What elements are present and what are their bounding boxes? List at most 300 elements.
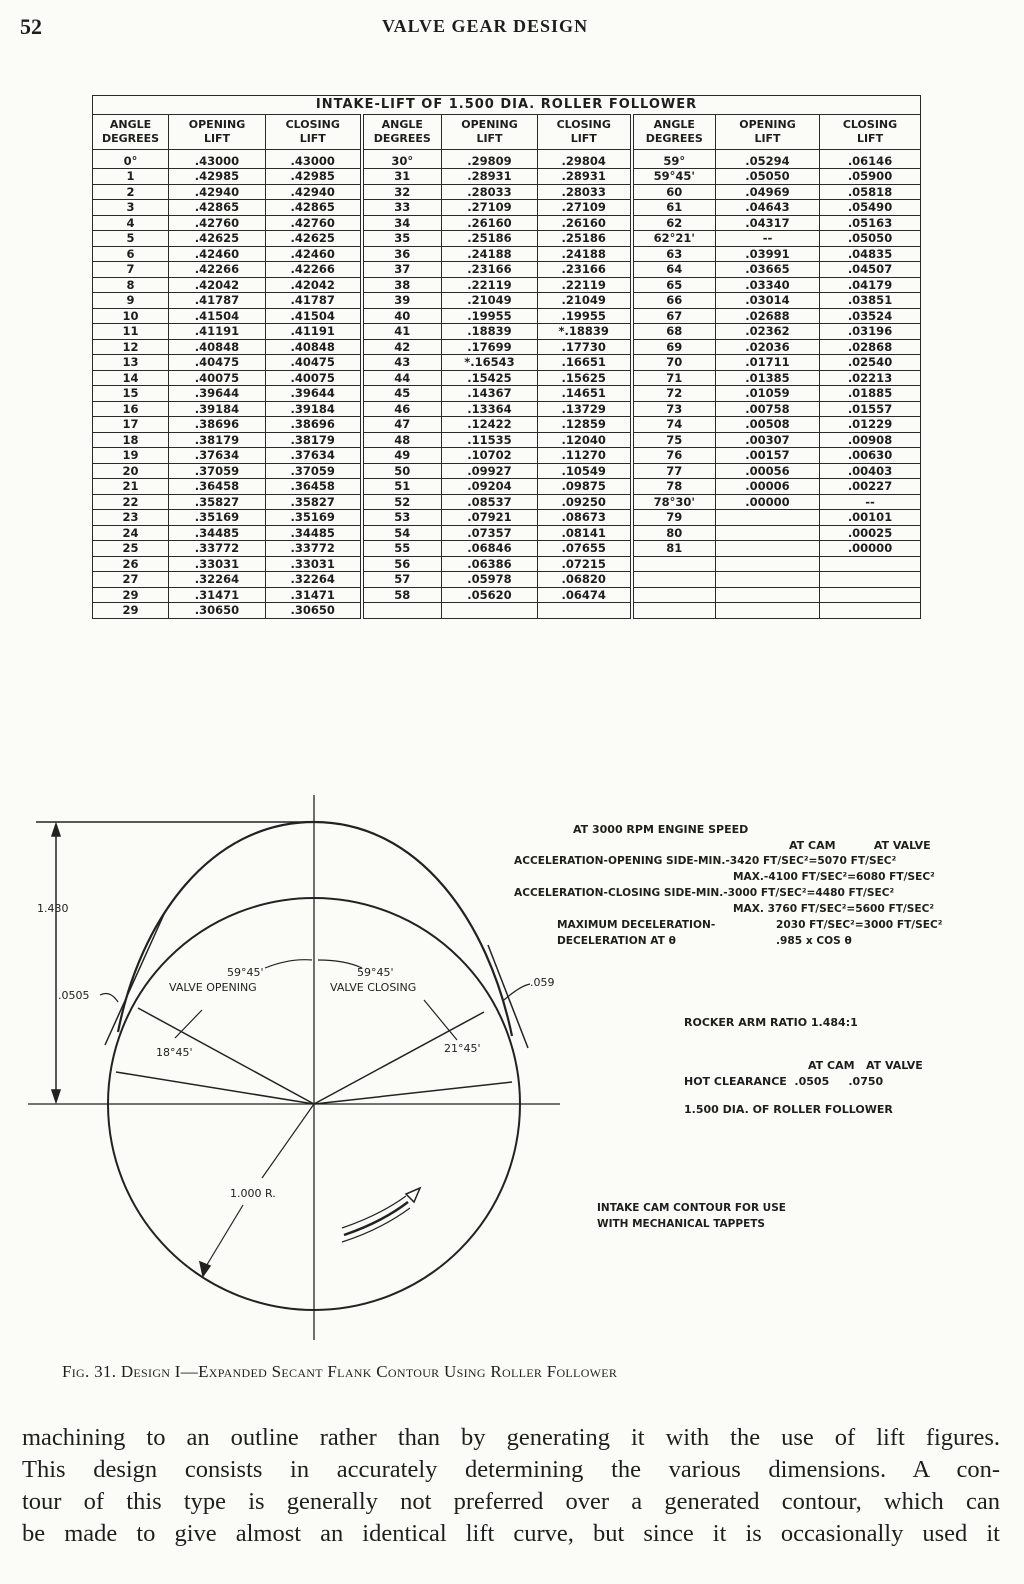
cell-angle: 18	[93, 432, 169, 448]
col-header-angle: ANGLE DEGREES	[93, 114, 169, 149]
cell-opening-lift	[442, 603, 538, 619]
cell-opening-lift: .42985	[169, 169, 266, 185]
cell-angle: 9	[93, 293, 169, 309]
col-header-angle: ANGLE DEGREES	[362, 114, 442, 149]
cell-closing-lift	[538, 603, 632, 619]
table-header-row	[93, 114, 921, 149]
cell-angle: 38	[362, 277, 442, 293]
cell-opening-lift: .02362	[716, 324, 820, 340]
cell-closing-lift: .05490	[820, 200, 921, 216]
cell-closing-lift: .35169	[266, 510, 362, 526]
engine-speed-note: AT 3000 RPM ENGINE SPEED	[573, 823, 749, 836]
cell-angle: 49	[362, 448, 442, 464]
cell-closing-lift: .12859	[538, 417, 632, 433]
cell-opening-lift: *.16543	[442, 355, 538, 371]
table-row	[93, 510, 921, 526]
rotation-arrow-icon	[344, 1202, 408, 1235]
cell-closing-lift: .42940	[266, 184, 362, 200]
cell-opening-lift: .10702	[442, 448, 538, 464]
cell-angle: 74	[632, 417, 716, 433]
decel-theta-label: DECELERATION AT θ	[557, 935, 676, 947]
cell-closing-lift: .00227	[820, 479, 921, 495]
radial-closing-flank	[314, 1082, 512, 1104]
cell-opening-lift: .25186	[442, 231, 538, 247]
cell-closing-lift: .14651	[538, 386, 632, 402]
col-header-closing: CLOSING LIFT	[266, 114, 362, 149]
cell-angle: 41	[362, 324, 442, 340]
cell-angle: 72	[632, 386, 716, 402]
cell-opening-lift: .00006	[716, 479, 820, 495]
table-row	[93, 324, 921, 340]
accel-opening-max: MAX.-4100 FT/SEC²=6080 FT/SEC²	[733, 871, 935, 883]
cell-closing-lift: .07655	[538, 541, 632, 557]
cell-opening-lift: .42865	[169, 200, 266, 216]
cell-closing-lift: .40075	[266, 370, 362, 386]
clearance-col-headers: AT CAM AT VALVE	[808, 1059, 923, 1072]
col-header-opening: OPENING LIFT	[442, 114, 538, 149]
cell-opening-lift: .04969	[716, 184, 820, 200]
table-row	[93, 432, 921, 448]
accel-opening-min: ACCELERATION-OPENING SIDE-MIN.-3420 FT/SEC²=5070 FT/SEC²	[514, 855, 897, 867]
cell-opening-lift: .14367	[442, 386, 538, 402]
cell-closing-lift: *.18839	[538, 324, 632, 340]
cell-opening-lift: .38696	[169, 417, 266, 433]
cell-closing-lift	[820, 556, 921, 572]
cell-opening-lift: .31471	[169, 587, 266, 603]
cell-closing-lift: .01885	[820, 386, 921, 402]
cell-angle: 16	[93, 401, 169, 417]
cell-closing-lift: .42460	[266, 246, 362, 262]
closing-label-leader	[424, 1000, 457, 1040]
cell-angle: 57	[362, 572, 442, 588]
cell-opening-lift: .05294	[716, 149, 820, 169]
cell-opening-lift	[716, 556, 820, 572]
cell-opening-lift: .01385	[716, 370, 820, 386]
opening-angle-label: 59°45'	[227, 966, 264, 979]
cell-opening-lift	[716, 603, 820, 619]
cell-angle: 58	[362, 587, 442, 603]
table-row	[93, 494, 921, 510]
cell-opening-lift: .35169	[169, 510, 266, 526]
table-row	[93, 308, 921, 324]
cell-closing-lift: .41504	[266, 308, 362, 324]
cell-opening-lift: .06846	[442, 541, 538, 557]
cell-opening-lift: .05620	[442, 587, 538, 603]
cell-angle: 60	[632, 184, 716, 200]
cell-opening-lift: .33031	[169, 556, 266, 572]
cell-angle: 4	[93, 215, 169, 231]
table-row	[93, 463, 921, 479]
decel-theta-value: .985 x COS θ	[776, 935, 852, 947]
cell-angle: 24	[93, 525, 169, 541]
cell-closing-lift: .42985	[266, 169, 362, 185]
cell-opening-lift: .15425	[442, 370, 538, 386]
cell-angle: 78°30'	[632, 494, 716, 510]
cell-opening-lift: .28931	[442, 169, 538, 185]
cell-closing-lift: .10549	[538, 463, 632, 479]
intake-lift-table	[92, 95, 921, 619]
cell-closing-lift: .41191	[266, 324, 362, 340]
cell-opening-lift: .40075	[169, 370, 266, 386]
cell-opening-lift: .28033	[442, 184, 538, 200]
cell-angle: 1	[93, 169, 169, 185]
cell-opening-lift: .39184	[169, 401, 266, 417]
cell-angle: 29	[93, 603, 169, 619]
table-row	[93, 572, 921, 588]
cell-closing-lift: .24188	[538, 246, 632, 262]
body-line: tour of this type is generally not preferred over a generated contour, which can	[22, 1488, 1000, 1515]
cell-opening-lift: .42042	[169, 277, 266, 293]
cell-opening-lift: .03665	[716, 262, 820, 278]
cell-closing-lift: .12040	[538, 432, 632, 448]
cell-angle: 20	[93, 463, 169, 479]
max-decel-value: 2030 FT/SEC²=3000 FT/SEC²	[776, 919, 943, 931]
cell-closing-lift: .34485	[266, 525, 362, 541]
cell-opening-lift: .34485	[169, 525, 266, 541]
cell-angle: 59°	[632, 149, 716, 169]
cell-closing-lift: .09875	[538, 479, 632, 495]
cell-opening-lift: .04317	[716, 215, 820, 231]
table-row	[93, 149, 921, 169]
cell-angle: 42	[362, 339, 442, 355]
cell-angle: 34	[362, 215, 442, 231]
cell-closing-lift: .15625	[538, 370, 632, 386]
cell-closing-lift	[820, 587, 921, 603]
cell-angle: 23	[93, 510, 169, 526]
cell-opening-lift: .24188	[442, 246, 538, 262]
cell-angle	[632, 556, 716, 572]
cell-opening-lift: .23166	[442, 262, 538, 278]
cell-closing-lift: .32264	[266, 572, 362, 588]
cell-closing-lift: .33772	[266, 541, 362, 557]
cell-closing-lift: .02868	[820, 339, 921, 355]
cell-angle: 50	[362, 463, 442, 479]
max-decel-label: MAXIMUM DECELERATION-	[557, 919, 716, 931]
cell-closing-lift: .03196	[820, 324, 921, 340]
cell-closing-lift: .11270	[538, 448, 632, 464]
cell-angle: 76	[632, 448, 716, 464]
cell-angle: 62	[632, 215, 716, 231]
table-row	[93, 200, 921, 216]
cell-closing-lift: .04507	[820, 262, 921, 278]
cell-angle: 6	[93, 246, 169, 262]
cell-opening-lift: .22119	[442, 277, 538, 293]
cell-opening-lift: .07357	[442, 525, 538, 541]
cell-opening-lift: .41504	[169, 308, 266, 324]
cell-closing-lift: .17730	[538, 339, 632, 355]
cell-closing-lift: .09250	[538, 494, 632, 510]
cell-angle: 59°45'	[632, 169, 716, 185]
cell-angle: 75	[632, 432, 716, 448]
cell-angle: 78	[632, 479, 716, 495]
cell-opening-lift: .05978	[442, 572, 538, 588]
closing-gap-label: .059	[530, 976, 555, 989]
table-row	[93, 479, 921, 495]
cell-closing-lift: .07215	[538, 556, 632, 572]
cell-opening-lift: .30650	[169, 603, 266, 619]
cell-angle: 61	[632, 200, 716, 216]
col-header-closing: CLOSING LIFT	[820, 114, 921, 149]
cell-opening-lift: .38179	[169, 432, 266, 448]
cell-opening-lift: .36458	[169, 479, 266, 495]
cell-opening-lift: .02688	[716, 308, 820, 324]
cell-closing-lift: .04179	[820, 277, 921, 293]
cell-opening-lift: .00000	[716, 494, 820, 510]
contour-note-line2: WITH MECHANICAL TAPPETS	[597, 1218, 765, 1230]
cell-angle: 2	[93, 184, 169, 200]
cell-angle: 81	[632, 541, 716, 557]
cell-opening-lift: .27109	[442, 200, 538, 216]
cell-closing-lift: .02213	[820, 370, 921, 386]
cell-closing-lift: .38179	[266, 432, 362, 448]
cell-closing-lift: .42042	[266, 277, 362, 293]
cell-angle: 54	[362, 525, 442, 541]
col-header-opening: OPENING LIFT	[169, 114, 266, 149]
cell-opening-lift: .02036	[716, 339, 820, 355]
cell-angle: 63	[632, 246, 716, 262]
table-body	[93, 149, 921, 618]
cell-opening-lift: .00157	[716, 448, 820, 464]
cell-angle: 10	[93, 308, 169, 324]
table-row	[93, 556, 921, 572]
cell-opening-lift: .33772	[169, 541, 266, 557]
cell-angle: 26	[93, 556, 169, 572]
cam-nose-contour	[118, 822, 512, 1036]
cell-opening-lift: .42760	[169, 215, 266, 231]
cell-closing-lift: .35827	[266, 494, 362, 510]
radius-leader	[262, 1104, 314, 1178]
cell-angle: 35	[362, 231, 442, 247]
cell-closing-lift: .28033	[538, 184, 632, 200]
closing-valve-label: VALVE CLOSING	[330, 981, 417, 994]
cell-opening-lift	[716, 587, 820, 603]
cell-opening-lift: .17699	[442, 339, 538, 355]
rocker-arm-ratio: ROCKER ARM RATIO 1.484:1	[684, 1016, 858, 1029]
cell-angle: 27	[93, 572, 169, 588]
cell-closing-lift: .05900	[820, 169, 921, 185]
table-row	[93, 215, 921, 231]
cell-angle: 31	[362, 169, 442, 185]
cell-opening-lift	[716, 525, 820, 541]
cell-closing-lift: .05818	[820, 184, 921, 200]
cell-opening-lift: .21049	[442, 293, 538, 309]
table-row	[93, 417, 921, 433]
cell-opening-lift: .00307	[716, 432, 820, 448]
opening-label-leader	[175, 1010, 202, 1038]
cell-closing-lift: .31471	[266, 587, 362, 603]
cell-closing-lift: .16651	[538, 355, 632, 371]
cell-angle: 33	[362, 200, 442, 216]
figure-title: Design I—Expanded Secant Flank Contour Using Roller Follower	[120, 1362, 618, 1381]
rotation-arrow-tail	[342, 1196, 410, 1242]
figure-caption	[62, 1362, 617, 1382]
cell-angle: 65	[632, 277, 716, 293]
cell-angle: 45	[362, 386, 442, 402]
cell-opening-lift: .06386	[442, 556, 538, 572]
rotation-arrow-head	[406, 1188, 420, 1202]
body-line: be made to give almost an identical lift curve, but since it is occasionally used it	[22, 1520, 1000, 1547]
radial-closing	[314, 1012, 484, 1104]
opening-gap-label: .0505	[58, 989, 90, 1002]
table-row	[93, 603, 921, 619]
cell-angle: 29	[93, 587, 169, 603]
cell-angle: 69	[632, 339, 716, 355]
cell-angle: 48	[362, 432, 442, 448]
cell-angle: 80	[632, 525, 716, 541]
cell-angle: 5	[93, 231, 169, 247]
cell-opening-lift: --	[716, 231, 820, 247]
cell-closing-lift: .28931	[538, 169, 632, 185]
cell-closing-lift: .29804	[538, 149, 632, 169]
cell-angle: 37	[362, 262, 442, 278]
accel-closing-max: MAX. 3760 FT/SEC²=5600 FT/SEC²	[733, 903, 935, 915]
cell-angle: 47	[362, 417, 442, 433]
cell-closing-lift: .36458	[266, 479, 362, 495]
cell-opening-lift: .41787	[169, 293, 266, 309]
running-head: VALVE GEAR DESIGN	[382, 16, 589, 36]
cell-opening-lift: .00056	[716, 463, 820, 479]
cell-closing-lift: .19955	[538, 308, 632, 324]
cell-opening-lift: .00758	[716, 401, 820, 417]
cell-closing-lift: .40475	[266, 355, 362, 371]
cell-closing-lift: .40848	[266, 339, 362, 355]
table-row	[93, 293, 921, 309]
body-line: machining to an outline rather than by generating it with the use of lift figures.	[22, 1424, 1000, 1451]
cell-opening-lift: .32264	[169, 572, 266, 588]
cell-opening-lift: .40475	[169, 355, 266, 371]
cell-opening-lift: .43000	[169, 149, 266, 169]
cell-opening-lift: .35827	[169, 494, 266, 510]
cell-opening-lift: .37059	[169, 463, 266, 479]
radius-arrow	[200, 1262, 210, 1276]
cell-closing-lift: .05050	[820, 231, 921, 247]
cell-closing-lift: .30650	[266, 603, 362, 619]
cell-opening-lift: .04643	[716, 200, 820, 216]
cell-closing-lift: .00000	[820, 541, 921, 557]
base-radius-label: 1.000 R.	[230, 1187, 276, 1200]
cell-opening-lift: .00508	[716, 417, 820, 433]
cell-angle: 8	[93, 277, 169, 293]
hot-clearance: HOT CLEARANCE .0505 .0750	[684, 1075, 884, 1088]
cell-angle: 36	[362, 246, 442, 262]
col-header-angle: ANGLE DEGREES	[632, 114, 716, 149]
closing-flank-angle-label: 21°45'	[444, 1042, 481, 1055]
table-row	[93, 277, 921, 293]
cell-closing-lift: .25186	[538, 231, 632, 247]
cell-angle: 51	[362, 479, 442, 495]
cell-angle: 19	[93, 448, 169, 464]
table-row	[93, 448, 921, 464]
cell-closing-lift	[820, 572, 921, 588]
cell-closing-lift: .06820	[538, 572, 632, 588]
opening-valve-label: VALVE OPENING	[169, 981, 257, 994]
cell-opening-lift	[716, 541, 820, 557]
cell-closing-lift: .08673	[538, 510, 632, 526]
cell-angle: 71	[632, 370, 716, 386]
closing-angle-label: 59°45'	[357, 966, 394, 979]
cell-opening-lift: .41191	[169, 324, 266, 340]
table-row	[93, 525, 921, 541]
cell-closing-lift: .33031	[266, 556, 362, 572]
cell-closing-lift: .00025	[820, 525, 921, 541]
cell-closing-lift: .06146	[820, 149, 921, 169]
cell-angle: 56	[362, 556, 442, 572]
cell-angle	[632, 587, 716, 603]
cell-angle: 3	[93, 200, 169, 216]
cell-opening-lift: .13364	[442, 401, 538, 417]
table-row	[93, 386, 921, 402]
cell-opening-lift: .42460	[169, 246, 266, 262]
cell-closing-lift	[820, 603, 921, 619]
cell-closing-lift: .01557	[820, 401, 921, 417]
table-row	[93, 169, 921, 185]
opening-flank-tangent	[105, 912, 165, 1045]
cell-closing-lift: .26160	[538, 215, 632, 231]
closing-angle-arc	[318, 960, 362, 968]
table-row	[93, 370, 921, 386]
cell-angle: 13	[93, 355, 169, 371]
cell-angle: 22	[93, 494, 169, 510]
cell-closing-lift: .27109	[538, 200, 632, 216]
cell-angle: 46	[362, 401, 442, 417]
cell-closing-lift: .23166	[538, 262, 632, 278]
opening-flank-angle-label: 18°45'	[156, 1046, 193, 1059]
cell-opening-lift: .40848	[169, 339, 266, 355]
cell-angle: 12	[93, 339, 169, 355]
cell-angle: 53	[362, 510, 442, 526]
page-number: 52	[20, 14, 42, 39]
cell-opening-lift: .18839	[442, 324, 538, 340]
table-row	[93, 339, 921, 355]
cell-angle: 55	[362, 541, 442, 557]
table-row	[93, 355, 921, 371]
cell-angle: 70	[632, 355, 716, 371]
table-row	[93, 587, 921, 603]
cell-angle: 7	[93, 262, 169, 278]
cell-angle: 39	[362, 293, 442, 309]
cell-opening-lift: .09204	[442, 479, 538, 495]
cell-angle: 52	[362, 494, 442, 510]
figure-number: Fig. 31.	[62, 1362, 117, 1381]
cell-angle: 77	[632, 463, 716, 479]
cell-opening-lift: .08537	[442, 494, 538, 510]
cell-opening-lift: .07921	[442, 510, 538, 526]
cell-angle: 79	[632, 510, 716, 526]
roller-follower-dia: 1.500 DIA. OF ROLLER FOLLOWER	[684, 1103, 893, 1116]
cell-angle: 67	[632, 308, 716, 324]
cell-closing-lift: .22119	[538, 277, 632, 293]
cell-opening-lift: .01711	[716, 355, 820, 371]
cell-closing-lift: .03851	[820, 293, 921, 309]
cell-angle: 30°	[362, 149, 442, 169]
cell-angle: 44	[362, 370, 442, 386]
cell-closing-lift: .00403	[820, 463, 921, 479]
cell-opening-lift	[716, 510, 820, 526]
cell-opening-lift: .01059	[716, 386, 820, 402]
body-paragraph	[22, 1422, 1000, 1550]
cell-angle: 64	[632, 262, 716, 278]
cell-closing-lift: .00630	[820, 448, 921, 464]
cell-opening-lift: .39644	[169, 386, 266, 402]
dimension-arrow-bottom	[52, 1090, 60, 1102]
table-row	[93, 184, 921, 200]
cell-closing-lift: .42266	[266, 262, 362, 278]
cell-angle: 40	[362, 308, 442, 324]
height-dimension-label: 1.430	[37, 902, 69, 915]
cell-closing-lift: .08141	[538, 525, 632, 541]
cell-opening-lift	[716, 572, 820, 588]
cell-angle	[362, 603, 442, 619]
